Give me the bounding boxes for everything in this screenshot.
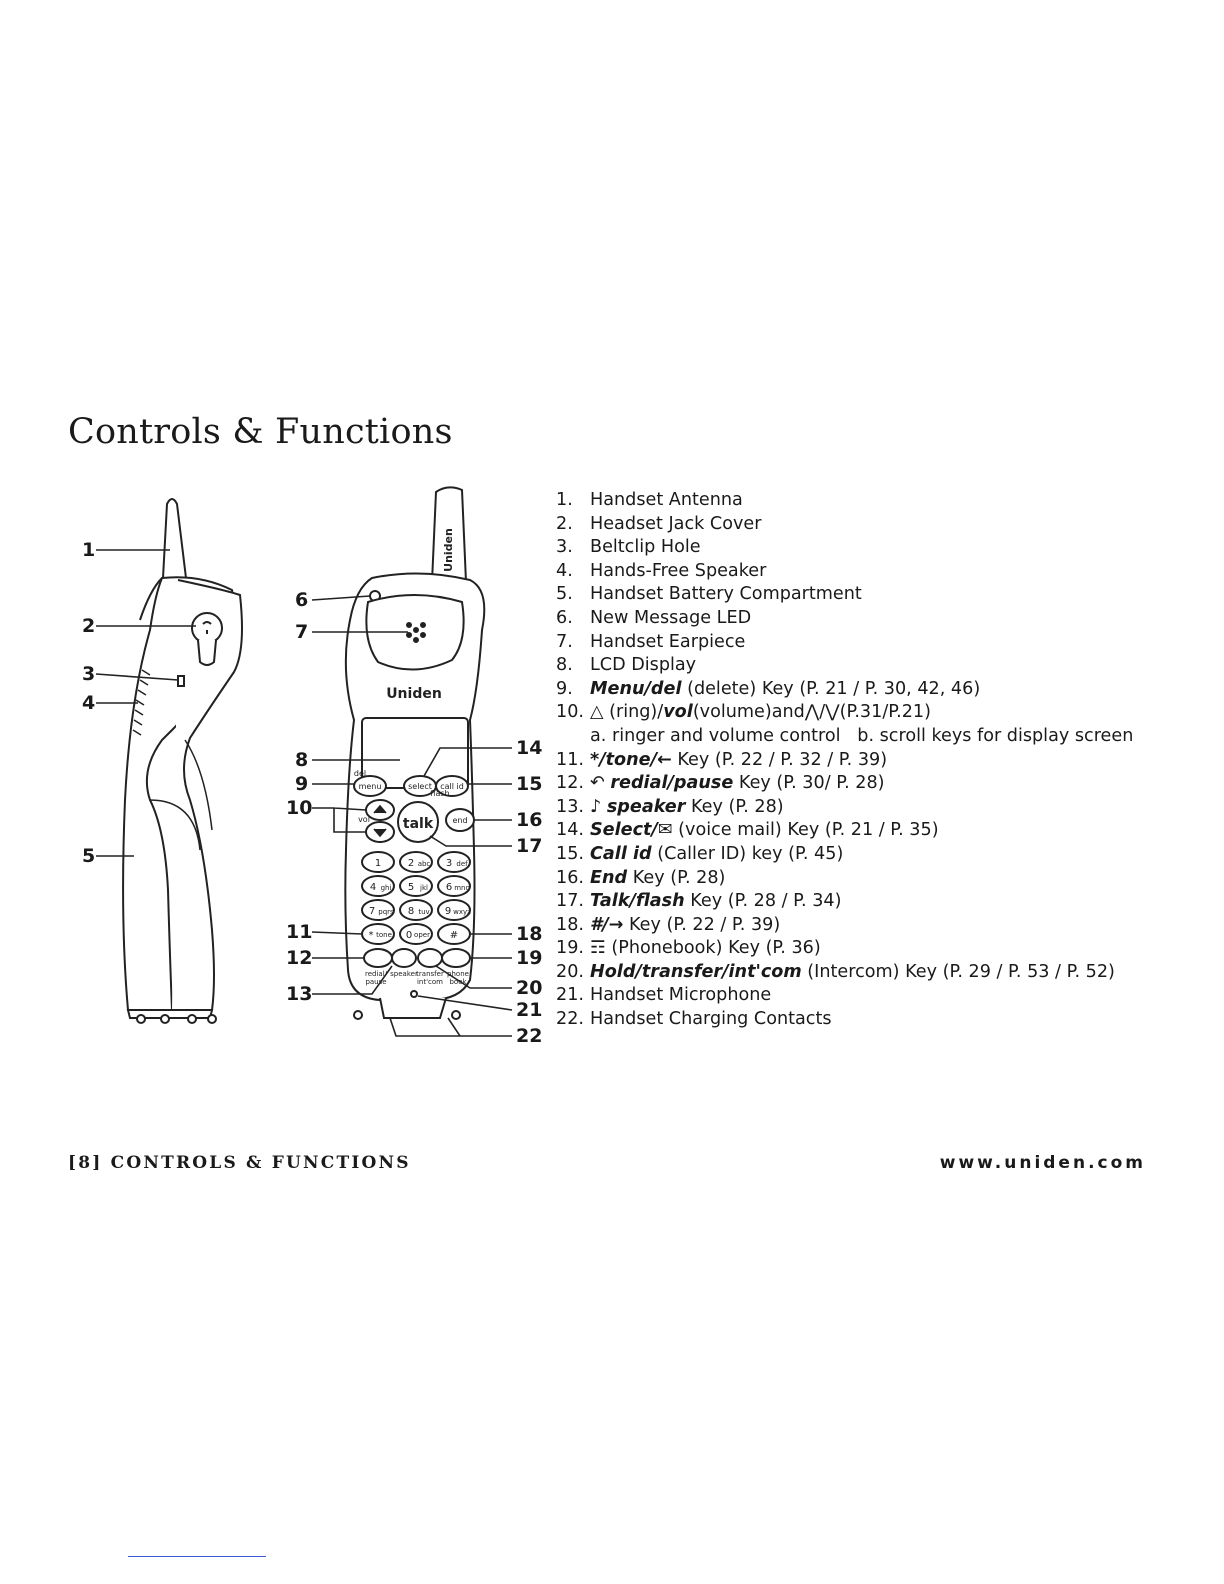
list-item: 21. Handset Microphone [556, 985, 772, 1006]
side-beltclip-hole [178, 676, 184, 686]
svg-text:pause: pause [365, 978, 387, 986]
list-item: 3. Beltclip Hole [556, 537, 701, 558]
svg-text:vol: vol [358, 815, 370, 824]
list-item: 18. #/→ Key (P. 22 / P. 39) [556, 914, 781, 935]
callout-1: 1 [82, 539, 96, 561]
controls-list [556, 489, 1133, 1032]
svg-text:*: * [368, 930, 374, 941]
svg-text:pqrs: pqrs [378, 908, 394, 916]
callout-20: 20 [516, 977, 543, 999]
list-item: 1. Handset Antenna [556, 490, 743, 510]
callout-2: 2 [82, 615, 96, 637]
page-title: Controls & Functions [68, 412, 453, 452]
svg-text:tuv: tuv [418, 908, 430, 916]
list-item: 16. End Key (P. 28) [556, 867, 726, 888]
front-brand: Uniden [386, 686, 442, 702]
link-underline [128, 1556, 266, 1557]
list-item: 6. New Message LED [556, 607, 752, 628]
list-item: 12. ↶ redial/pause Key (P. 30/ P. 28) [556, 773, 885, 794]
svg-text:def: def [456, 860, 468, 868]
callout-10: 10 [286, 797, 313, 819]
svg-text:3: 3 [445, 858, 453, 869]
list-item: 13. ♪ speaker Key (P. 28) [556, 796, 784, 817]
list-item: 8. LCD Display [556, 655, 697, 676]
list-item: 14. Select/✉ (voice mail) Key (P. 21 / P. 35) [556, 820, 939, 841]
svg-text:transfer: transfer [416, 970, 444, 978]
list-item: 15. Call id (Caller ID) key (P. 45) [556, 843, 844, 864]
svg-text:8: 8 [407, 906, 415, 917]
callout-11: 11 [286, 921, 313, 943]
callout-9: 9 [295, 773, 309, 795]
svg-text:int'com: int'com [416, 978, 444, 986]
callout-7: 7 [295, 621, 309, 643]
handset-front-view [345, 487, 484, 1019]
callout-13: 13 [286, 983, 313, 1005]
callout-6: 6 [295, 589, 309, 611]
list-item: 2. Headset Jack Cover [556, 513, 762, 534]
callout-12: 12 [286, 947, 313, 969]
list-item: 11. */tone/← Key (P. 22 / P. 32 / P. 39) [556, 749, 888, 770]
list-item: 4. Hands-Free Speaker [556, 560, 767, 581]
svg-text:2: 2 [407, 858, 415, 869]
svg-text:mno: mno [454, 884, 470, 892]
svg-text:oper: oper [414, 931, 430, 939]
list-item: 10. △ (ring)/vol(volume)and⋀/⋁(P.31/P.21) [556, 702, 931, 723]
svg-text:5: 5 [407, 882, 415, 893]
callout-22: 22 [516, 1025, 543, 1047]
svg-text:9: 9 [444, 906, 452, 917]
callout-21: 21 [516, 999, 543, 1021]
list-item: 7. Handset Earpiece [556, 631, 746, 652]
callout-18: 18 [516, 923, 543, 945]
svg-text:flash: flash [430, 789, 450, 798]
svg-text:redial/: redial/ [364, 970, 388, 978]
list-subitem: a. ringer and volume control b. scroll keys for display screen [590, 725, 1134, 746]
svg-text:#: # [449, 930, 459, 941]
callout-14: 14 [516, 737, 543, 759]
list-item: 22. Handset Charging Contacts [556, 1009, 832, 1030]
callout-5: 5 [82, 845, 96, 867]
callout-8: 8 [295, 749, 309, 771]
svg-text:tone: tone [376, 931, 392, 939]
list-item: 9. Menu/del (delete) Key (P. 21 / P. 30, 42, 46) [556, 678, 981, 699]
svg-text:book: book [449, 978, 467, 986]
callout-4: 4 [82, 692, 96, 714]
svg-text:end: end [452, 816, 468, 825]
antenna-brand: Uniden [442, 528, 455, 572]
callout-17: 17 [516, 835, 543, 857]
svg-text:0: 0 [405, 930, 413, 941]
footer-section-label: [8] CONTROLS & FUNCTIONS [68, 1153, 411, 1173]
svg-text:abc: abc [417, 860, 431, 868]
charging-base [380, 998, 446, 1018]
svg-text:speaker: speaker [390, 970, 418, 978]
callout-15: 15 [516, 773, 543, 795]
list-item: 17. Talk/flash Key (P. 28 / P. 34) [556, 891, 842, 912]
handset-diagram [0, 470, 560, 1060]
handset-side-view [123, 499, 242, 1023]
svg-text:del: del [353, 769, 367, 778]
footer-website: www.uniden.com [939, 1153, 1146, 1173]
svg-text:phone: phone [447, 970, 469, 978]
svg-text:jkl: jkl [420, 884, 428, 892]
svg-text:1: 1 [374, 858, 382, 869]
svg-text:menu: menu [358, 782, 382, 791]
svg-text:select: select [408, 782, 432, 791]
svg-text:7: 7 [368, 906, 376, 917]
callout-16: 16 [516, 809, 543, 831]
list-item: 19. ☶ (Phonebook) Key (P. 36) [556, 938, 821, 959]
list-item: 5. Handset Battery Compartment [556, 584, 862, 605]
svg-text:talk: talk [402, 816, 434, 832]
list-item: 20. Hold/transfer/int'com (Intercom) Key (P. 29 / P. 53 / P. 52) [556, 961, 1115, 982]
side-antenna [163, 499, 186, 578]
svg-text:wxyz: wxyz [453, 908, 471, 916]
callout-19: 19 [516, 947, 543, 969]
svg-text:ghi: ghi [380, 884, 392, 892]
side-headset-jack [192, 613, 222, 643]
callout-3: 3 [82, 663, 96, 685]
svg-text:call id: call id [440, 782, 464, 791]
svg-text:4: 4 [369, 882, 377, 893]
svg-text:6: 6 [445, 882, 453, 893]
